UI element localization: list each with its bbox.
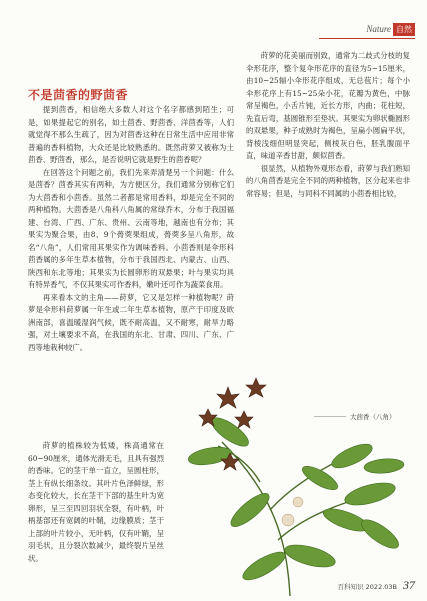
right-column xyxy=(246,50,410,200)
paragraph-flower: 莳萝的花美丽而别致，通常为二歧式分枝的复伞形花序，整个复伞形花序的直径为5~15厘米，由10~25辐小伞形花序组成，无总苞片；每个小伞形花序上有15~25朵小花，花瓣为黄色，中脉常呈褐色，小舌片钝，近长方形，内曲；花柱短，先直后弯，基圆锥形至垫状。其果实为卵状椭圆形的双悬果，种子成熟时为褐色，呈扁小圆扁平状，背棱浅细但明显突起，侧棱灰白色，胚乳腹面平直，味道辛香甘甜，颇似茴香。 xyxy=(246,51,410,160)
paragraph-dill: 再来看本文的主角——莳萝，它又是怎样一种植物呢？莳萝是伞形科莳萝属一年生或二年生草本植物，原产于印度及欧洲南部，喜温暖湿润气候，既不耐高温，又不耐寒，耐旱力略强，对土壤要求不高，在我国的东北、甘肃、四川、广东、广西等地栽种较广。 xyxy=(28,292,234,352)
flowers xyxy=(282,497,303,526)
left-column xyxy=(28,104,234,354)
star-anise-fruit xyxy=(235,411,253,428)
paragraph-intro: 提到茴香，相信绝大多数人对这个名字都感到陌生；可是，如果提起它的别名，如土茴香、野茴香、洋茴香等，人们就觉得不那么生疏了，因为对茴香这种在日常生活中应用非常普遍的香料植物，大众还是比较熟悉的。既然莳萝又被称为土茴香、野茴香，那么，是否说明它就是野生的茴香呢？ xyxy=(28,105,234,164)
caption-text: 大茴香（八角） xyxy=(350,413,396,421)
leaf xyxy=(239,547,289,585)
left-bottom-column xyxy=(28,440,164,565)
paragraph-plant-form: 莳萝的植株较为低矮，株高通常在60~90厘米，通体光滑无毛，且具有强烈的香味。它的茎干单一直立，呈圆柱形，茎上有纵长细条纹。其叶片色泽鲜绿，形态变化较大，长在茎干下部的基生叶为宽卵形，呈三至四回羽状全裂，有叶柄，叶柄基部还有宽阔的叶鞘，边缘膜质；茎干上部的叶片较小，无叶柄，仅有叶鞘，呈羽毛状，且分裂次数减少，最终裂片呈丝状。 xyxy=(28,441,164,563)
flower xyxy=(282,514,294,526)
section-header xyxy=(366,22,415,36)
flower xyxy=(293,497,303,507)
leaf xyxy=(363,457,404,474)
leaf xyxy=(357,515,402,553)
leaf xyxy=(226,488,273,531)
star-anise-fruit xyxy=(217,387,239,408)
leaf xyxy=(343,479,398,510)
paragraph-fennel: 在回答这个问题之前，我们先来弄清楚另一个问题：什么是茴香？茴香其实有两种，为方便区分，我们通常分别称它们为大茴香和小茴香。虽然二者都是常用香料，却是完全不同的两种植物。大茴香是八角科八角属的常绿乔木，分布于我国福建、台湾、广西、广东、贵州、云南等地，越南也有分布；其果实为聚合果，由8、9个蓇葖果组成，蓇葖多呈八角形，故名“八角”，人们常用其果实作为调味香料。小茴香则是伞形科茴香属的多年生草本植物，分布于我国西北、内蒙古、山西、陕西和东北等地；其果实为长圆卵形的双悬果；叶与果实均具有特异香气，不仅其果实可作香料，嫩叶还可作为蔬菜食用。 xyxy=(28,167,234,289)
star-anise-fruit xyxy=(246,378,266,397)
header-divider xyxy=(319,38,415,39)
section-name-en: Nature xyxy=(366,24,391,34)
star-anise-illustration xyxy=(170,370,420,596)
page-footer xyxy=(338,578,415,593)
article-title: 不是茴香的野茴香 xyxy=(28,88,129,102)
page-number: 37 xyxy=(403,578,415,592)
section-name-cn: 自然 xyxy=(393,23,415,36)
paragraph-comparison: 很显然，从植物外观形态看，莳萝与我们熟知的八角茴香是完全不同的两种植物，区分起来也非常容易；但是，与同科不同属的小茴香相比较， xyxy=(246,163,410,198)
leaf xyxy=(283,541,338,572)
journal-issue: 百科知识 2022.03B xyxy=(337,583,397,591)
